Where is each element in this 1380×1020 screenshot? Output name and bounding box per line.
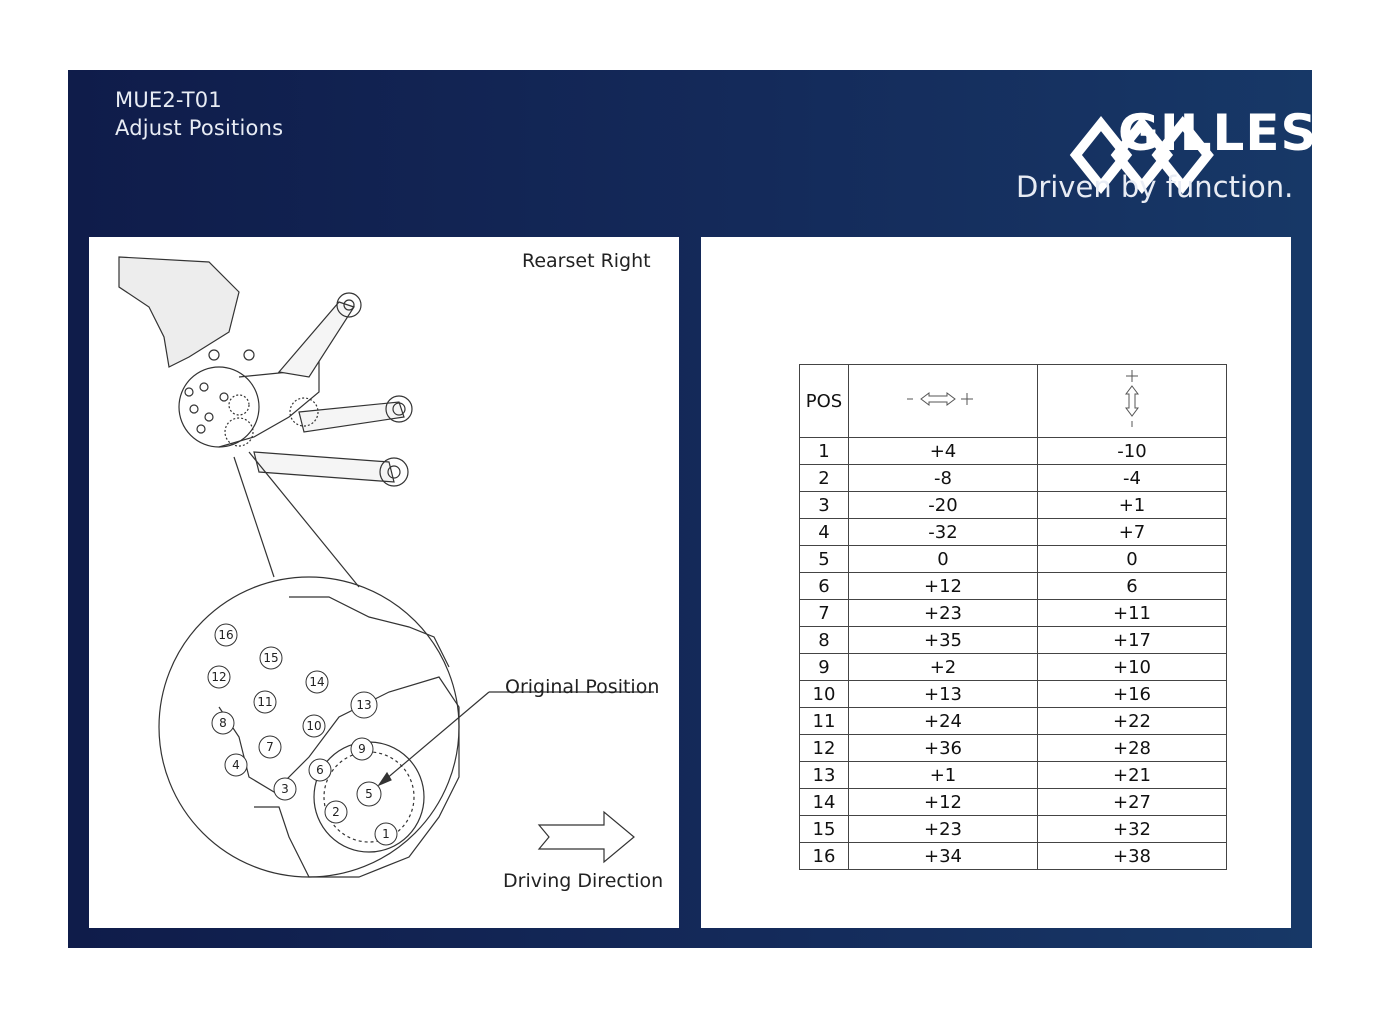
cell-v: 0	[1038, 546, 1227, 573]
driving-direction-label: Driving Direction	[503, 870, 664, 892]
cell-pos: 11	[800, 708, 849, 735]
page-subtitle: Adjust Positions	[115, 116, 284, 140]
table-row	[800, 465, 1227, 492]
cell-h: -8	[849, 465, 1038, 492]
hole-7	[259, 736, 281, 758]
drawing-title: Rearset Right	[522, 250, 651, 272]
cell-pos: 10	[800, 681, 849, 708]
header-vertical	[1038, 365, 1227, 438]
svg-text:1: 1	[382, 827, 390, 841]
cell-v: +27	[1038, 789, 1227, 816]
hole-10	[303, 715, 325, 737]
cell-pos: 7	[800, 600, 849, 627]
cell-pos: 8	[800, 627, 849, 654]
shift-arm	[279, 302, 354, 377]
svg-text:11: 11	[257, 695, 273, 709]
cell-pos: 2	[800, 465, 849, 492]
table-row	[800, 654, 1227, 681]
horizontal-adjust-icon	[903, 389, 983, 409]
hole-6	[309, 759, 331, 781]
cell-v: +16	[1038, 681, 1227, 708]
cell-pos: 12	[800, 735, 849, 762]
cell-h: -20	[849, 492, 1038, 519]
cell-pos: 1	[800, 438, 849, 465]
header-pos: POS	[800, 365, 849, 438]
cell-pos: 16	[800, 843, 849, 870]
svg-text:13: 13	[356, 698, 372, 712]
cell-v: -4	[1038, 465, 1227, 492]
table-row	[800, 789, 1227, 816]
hole-markers	[208, 624, 397, 845]
table-row	[800, 627, 1227, 654]
svg-text:7: 7	[266, 740, 274, 754]
svg-text:12: 12	[211, 670, 227, 684]
cell-h: +23	[849, 600, 1038, 627]
table-row	[800, 708, 1227, 735]
hole-13	[351, 692, 377, 718]
svg-text:3: 3	[281, 782, 289, 796]
heel-plate	[119, 257, 239, 367]
cell-h: +12	[849, 573, 1038, 600]
hole-4	[225, 754, 247, 776]
cell-pos: 3	[800, 492, 849, 519]
cell-h: 0	[849, 546, 1038, 573]
hole-3	[274, 778, 296, 800]
cell-pos: 14	[800, 789, 849, 816]
svg-text:5: 5	[365, 787, 373, 801]
cell-v: +7	[1038, 519, 1227, 546]
cell-h: +4	[849, 438, 1038, 465]
position-table	[799, 364, 1227, 870]
cell-pos: 5	[800, 546, 849, 573]
hole-12	[208, 666, 230, 688]
cell-h: +35	[849, 627, 1038, 654]
cell-h: -32	[849, 519, 1038, 546]
cell-v: +10	[1038, 654, 1227, 681]
svg-text:6: 6	[316, 763, 324, 777]
table-row	[800, 438, 1227, 465]
cell-h: +23	[849, 816, 1038, 843]
cell-v: +21	[1038, 762, 1227, 789]
hole-15	[260, 647, 282, 669]
original-position-label: Original Position	[505, 676, 660, 698]
hole-14	[306, 671, 328, 693]
cell-v: +22	[1038, 708, 1227, 735]
table-row	[800, 681, 1227, 708]
table-row	[800, 600, 1227, 627]
cell-v: +38	[1038, 843, 1227, 870]
cell-h: +34	[849, 843, 1038, 870]
table-row	[800, 735, 1227, 762]
cell-v: +32	[1038, 816, 1227, 843]
cell-h: +36	[849, 735, 1038, 762]
table-row	[800, 816, 1227, 843]
table-row	[800, 762, 1227, 789]
hole-9	[351, 738, 373, 760]
table-row	[800, 519, 1227, 546]
hole-5	[357, 782, 381, 806]
svg-text:16: 16	[218, 628, 234, 642]
vertical-adjust-icon	[1120, 368, 1144, 430]
rearset-drawing	[89, 237, 679, 928]
table-row	[800, 573, 1227, 600]
cell-v: +11	[1038, 600, 1227, 627]
product-code: MUE2-T01	[115, 88, 222, 112]
cell-pos: 4	[800, 519, 849, 546]
svg-text:4: 4	[232, 758, 240, 772]
lower-lever	[254, 452, 394, 482]
svg-text:9: 9	[358, 742, 366, 756]
cell-pos: 15	[800, 816, 849, 843]
cell-v: +17	[1038, 627, 1227, 654]
hole-8	[212, 712, 234, 734]
cell-h: +2	[849, 654, 1038, 681]
table-row	[800, 546, 1227, 573]
svg-text:8: 8	[219, 716, 227, 730]
table-row	[800, 843, 1227, 870]
cell-pos: 9	[800, 654, 849, 681]
cell-v: 6	[1038, 573, 1227, 600]
cell-pos: 6	[800, 573, 849, 600]
cell-h: +1	[849, 762, 1038, 789]
hole-1	[375, 823, 397, 845]
hole-16	[215, 624, 237, 646]
cell-pos: 13	[800, 762, 849, 789]
hole-11	[254, 691, 276, 713]
driving-direction-arrow	[539, 812, 634, 862]
svg-text:15: 15	[263, 651, 279, 665]
cell-h: +13	[849, 681, 1038, 708]
cell-h: +24	[849, 708, 1038, 735]
header-horizontal	[849, 365, 1038, 438]
svg-text:14: 14	[309, 675, 325, 689]
svg-text:10: 10	[306, 719, 322, 733]
cell-v: -10	[1038, 438, 1227, 465]
cell-v: +28	[1038, 735, 1227, 762]
table-row	[800, 492, 1227, 519]
svg-text:2: 2	[332, 805, 340, 819]
original-arrow	[379, 692, 489, 785]
brand-slogan: Driven by function.	[1016, 170, 1294, 204]
cell-h: +12	[849, 789, 1038, 816]
cell-v: +1	[1038, 492, 1227, 519]
hole-2	[325, 801, 347, 823]
brand-name: GILLES	[1118, 104, 1318, 162]
